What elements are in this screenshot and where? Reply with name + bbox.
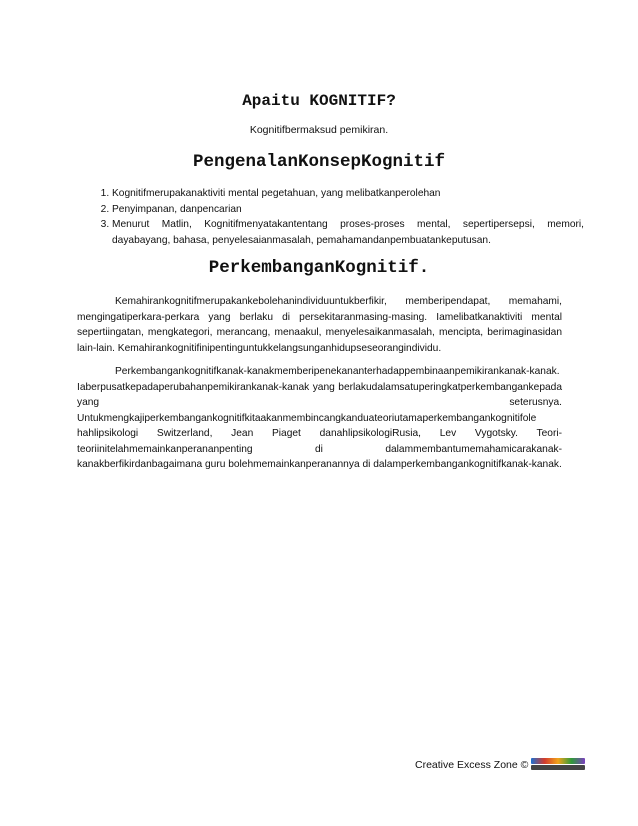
section-heading-perkembangan: PerkembanganKognitif. <box>208 258 430 278</box>
paragraph-2: Perkembangankognitifkanak-kanakmemberipenekananterhadappembinaanpemikirankanak-kanak. Iaberpusatkepadaperubahanpemikirankanak-kanak yang berlakudalamsatuperingkatperkembangankepada yang seterusnya. Untukmengkajiperkembangankognitifkitaakanmembincangkanduateoriutamaperkembangankognitifole hahlipsikologi Switzerland, Jean Piaget danahlipsikologiRusia, Lev Vygotsky. Teori-teoriinitelahmemainkanperananpenting di dalammembantumemahamicarakanak-kanakberfikirdanbagaimana guru bolehmemainkanperanannya di dalamperkembangankognitifkanak-kanak. <box>77 366 562 470</box>
logo-icon <box>531 758 585 771</box>
list-item: 3. Menurut Matlin, Kognitifmenyatakantentang proses-proses mental, sepertipersepsi, memori, dayabayang, bahasa, penyelesaianmasalah, pemahamandanpembuatankeputusan. <box>112 217 584 248</box>
list-item: 1. Kognitifmerupakanaktiviti mental pegetahuan, yang melibatkanperolehan <box>112 186 584 202</box>
page-subtitle: Kognitifbermaksud pemikiran. <box>249 124 389 136</box>
paragraph-1: Kemahirankognitifmerupakankebolehanindividuuntukberfikir, memberipendapat, memahami, mengingatiperkara-perkara yang berlaku di persekitaranmasing-masing. Iamelibatkanaktiviti mental sepertiingatan, mengkategori, merancang, menaakul, menyelesaikanmasalah, mencipta, berimaginasidan lain-lain. Kemahirankognitifinipentinguntukkelangsunganhidupseseorangindividu. <box>77 296 562 354</box>
footer <box>415 758 585 771</box>
section-heading-pengenalan: PengenalanKonsepKognitif <box>192 152 446 172</box>
footer-text: Creative Excess Zone © <box>415 758 529 771</box>
page-title: Apaitu KOGNITIF? <box>242 92 396 110</box>
list-item: 2. Penyimpanan, danpencarian <box>112 202 584 218</box>
numbered-list <box>90 186 584 248</box>
